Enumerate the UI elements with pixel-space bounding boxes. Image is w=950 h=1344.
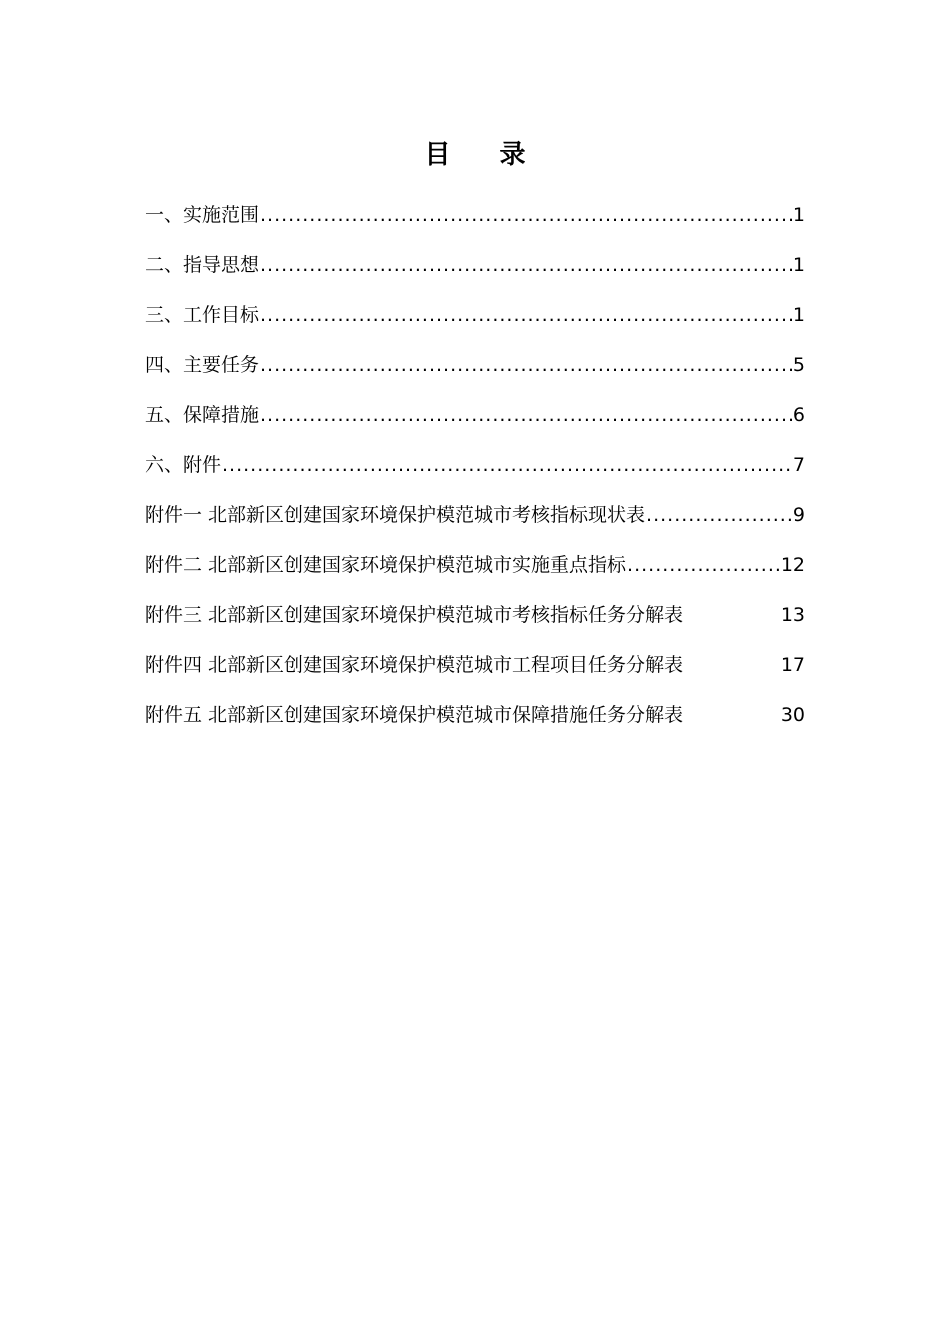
toc-entry-title: 附件四 北部新区创建国家环境保护模范城市工程项目任务分解表 [145,654,684,676]
toc-list [145,200,805,750]
toc-entry[interactable] [145,700,805,750]
toc-entry-title: 一、实施范围 [145,204,260,226]
toc-entry[interactable] [145,400,805,450]
dot-leader [260,400,792,430]
toc-entry[interactable] [145,650,805,700]
dot-leader [260,200,792,230]
toc-entry-title: 附件三 北部新区创建国家环境保护模范城市考核指标任务分解表 [145,604,684,626]
toc-entry[interactable] [145,450,805,500]
toc-entry-title: 三、工作目标 [145,304,260,326]
toc-entry[interactable] [145,300,805,350]
dot-leader [627,550,780,580]
toc-entry-page: 1 [792,254,805,276]
toc-entry-title: 附件一 北部新区创建国家环境保护模范城市考核指标现状表 [145,504,646,526]
toc-entry-title: 五、保障措施 [145,404,260,426]
toc-entry[interactable] [145,200,805,250]
dot-leader [260,250,792,280]
toc-entry-page: 12 [780,554,805,576]
toc-entry-page: 13 [780,604,805,626]
toc-entry[interactable] [145,550,805,600]
toc-entry-page: 30 [780,704,805,726]
toc-title: 目 录 [424,140,546,170]
toc-entry-page: 1 [792,304,805,326]
toc-entry-page: 1 [792,204,805,226]
toc-entry-title: 二、指导思想 [145,254,260,276]
toc-entry-title: 四、主要任务 [145,354,260,376]
toc-entry[interactable] [145,350,805,400]
toc-entry[interactable] [145,500,805,550]
toc-entry-title: 六、附件 [145,454,222,476]
toc-entry-page: 6 [792,404,805,426]
toc-entry-page: 9 [792,504,805,526]
dot-leader [646,500,792,530]
toc-entry-page: 7 [792,454,805,476]
toc-entry[interactable] [145,600,805,650]
toc-entry-title: 附件二 北部新区创建国家环境保护模范城市实施重点指标 [145,554,627,576]
dot-leader [260,350,792,380]
dot-leader [260,300,792,330]
toc-entry-page: 17 [780,654,805,676]
toc-entry[interactable] [145,250,805,300]
toc-entry-title: 附件五 北部新区创建国家环境保护模范城市保障措施任务分解表 [145,704,684,726]
toc-entry-page: 5 [792,354,805,376]
dot-leader [222,450,792,480]
